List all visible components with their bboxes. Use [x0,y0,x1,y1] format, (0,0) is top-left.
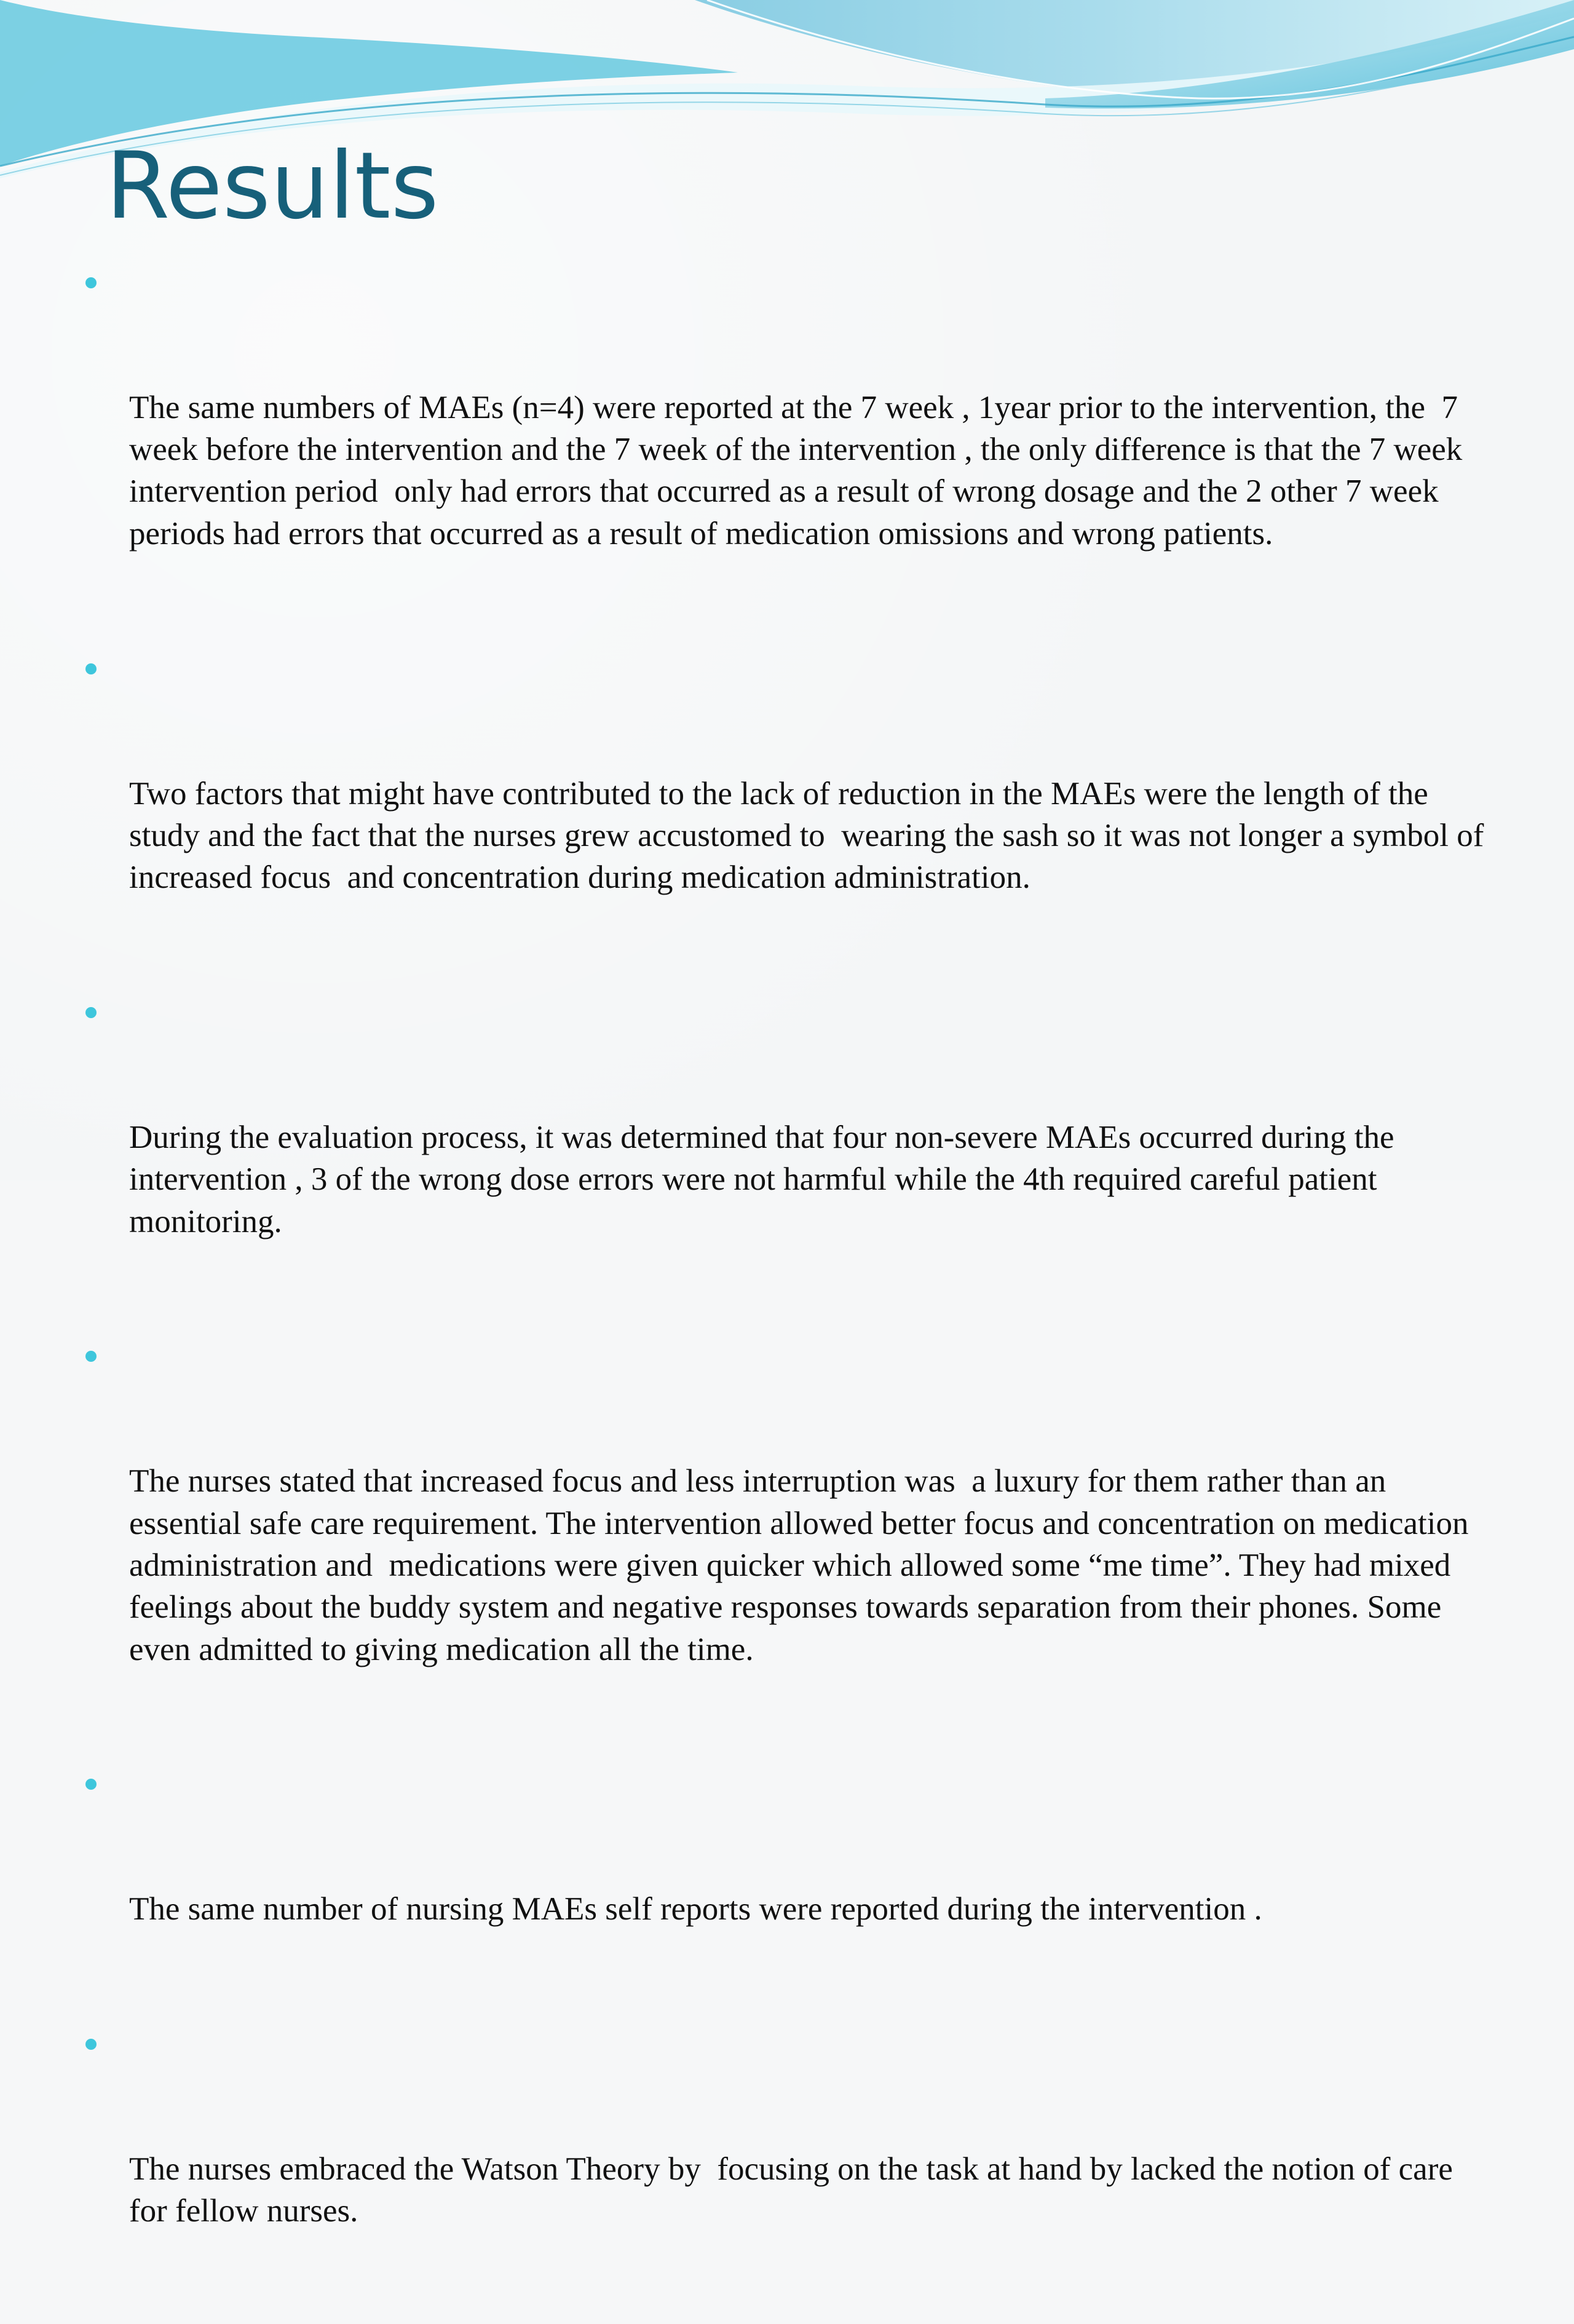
bullet-item [80,1762,1494,2014]
bullet-marker-icon [85,663,97,674]
bullet-marker-icon [85,1007,97,1018]
bullet-text: Two factors that might have contributed to the lack of reduction in the MAEs were the length of the study and the fact that the nurses grew accustomed to wearing the sash so it was not longer a symbol of increased focus and concentration during medication administration. [129,775,1492,896]
bullet-marker-icon [85,1779,97,1790]
bullet-item [80,261,1494,639]
bullet-text: The nurses stated that increased focus and less interruption was a luxury for them rather than an essential safe care requirement. The intervention allowed better focus and concentration on medication administration and medications were given quicker which allowed some “me time”. They had mixed feelings about the buddy system and negative responses towards separation from their phones. Some even admitted to giving medication all the time. [129,1463,1477,1667]
bullet-item [80,1334,1494,1754]
bullet-item [80,2022,1494,2316]
bullet-text: The same number of nursing MAEs self reports were reported during the intervention . [129,1891,1262,1927]
bullet-text: During the evaluation process, it was determined that four non-severe MAEs occurred during the intervention , 3 of the wrong dose errors were not harmful while the 4th required careful patient monitoring. [129,1119,1402,1239]
bullet-item [80,990,1494,1326]
bullet-marker-icon [85,1351,97,1362]
bullet-text: The same numbers of MAEs (n=4) were reported at the 7 week , 1year prior to the intervention, the 7 week before the intervention and the 7 week of the intervention , the only difference is that the 7 week intervention period only had errors that occurred as a result of wrong dosage and the 2 other 7 week periods had errors that occurred as a result of medication omissions and wrong patients. [129,389,1471,551]
bullet-text: The nurses embraced the Watson Theory by focusing on the task at hand by lacked the notion of care for fellow nurses. [129,2151,1461,2229]
slide-title: Results [106,133,439,240]
bullet-item [80,647,1494,982]
bullet-marker-icon [85,2039,97,2050]
bullet-marker-icon [85,277,97,288]
bullet-list [80,261,1494,2324]
